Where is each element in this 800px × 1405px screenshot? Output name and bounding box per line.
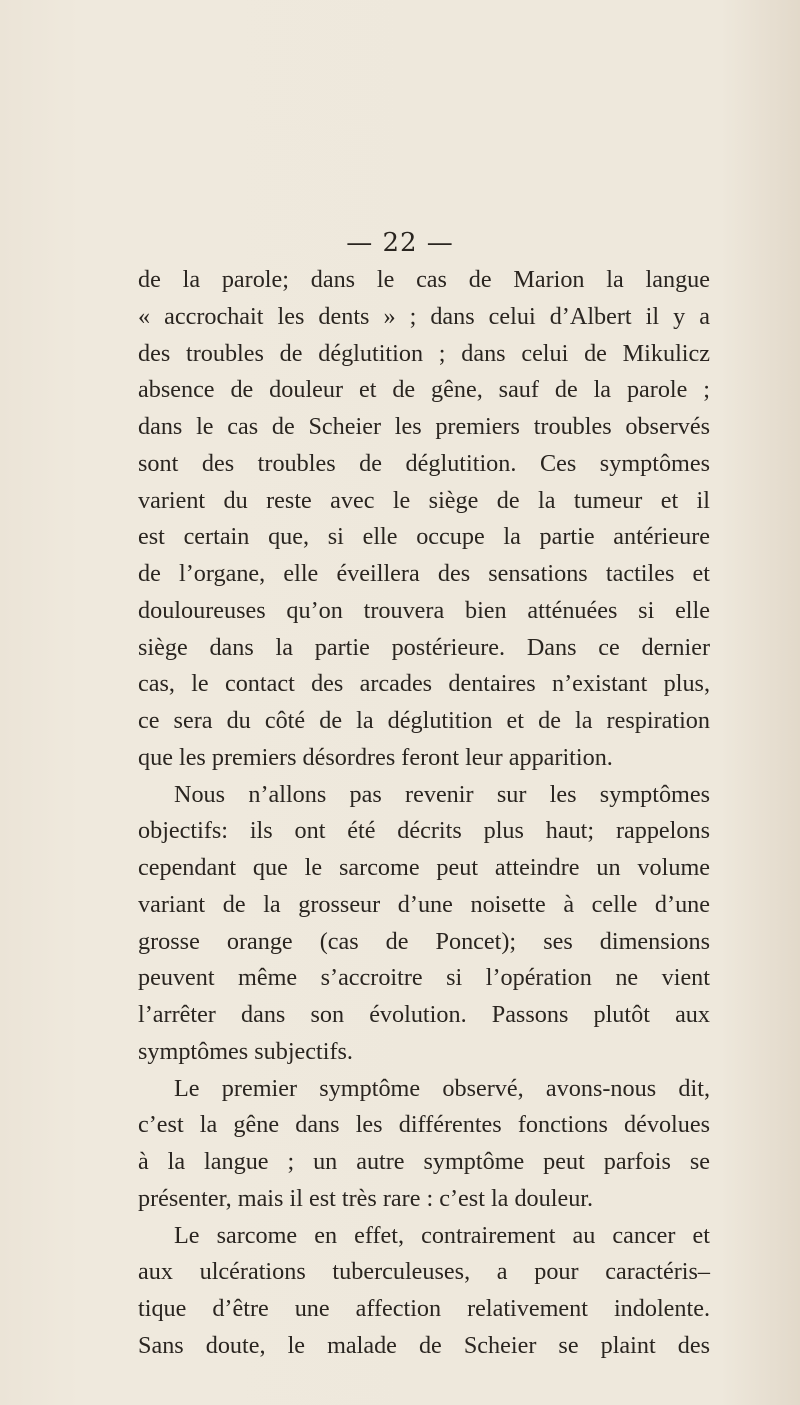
- text-line: siège dans la partie postérieure. Dans ce dernier: [138, 633, 710, 661]
- text-line: Le sarcome en effet, contrairement au cancer et: [174, 1221, 710, 1249]
- text-line: ce sera du côté de la déglutition et de la respiration: [138, 707, 710, 734]
- page-number: — 22 —: [346, 228, 454, 258]
- text-line: cependant que le sarcome peut atteindre un volume: [138, 854, 710, 881]
- text-line: à la langue ; un autre symptôme peut parfois se: [138, 1148, 710, 1175]
- body-text: [138, 262, 710, 1365]
- text-line: objectifs: ils ont été décrits plus haut; rappelons: [138, 817, 710, 845]
- text-line: absence de douleur et de gêne, sauf de la parole ;: [138, 376, 710, 404]
- text-line: Sans doute, le malade de Scheier se plaint des: [138, 1331, 710, 1359]
- text-line: Nous n’allons pas revenir sur les symptômes: [174, 780, 710, 808]
- text-line: varient du reste avec le siège de la tumeur et il: [138, 486, 710, 514]
- text-line: que les premiers désordres feront leur apparition.: [138, 743, 613, 771]
- text-line: c’est la gêne dans les différentes fonctions dévolues: [138, 1111, 710, 1139]
- text-line: des troubles de déglutition ; dans celui de Mikulicz: [138, 339, 710, 367]
- text-line: tique d’être une affection relativement indolente.: [138, 1295, 710, 1322]
- text-line: Le premier symptôme observé, avons-nous dit,: [174, 1074, 710, 1102]
- text-line: dans le cas de Scheier les premiers troubles observés: [138, 413, 710, 440]
- text-line: « accrochait les dents » ; dans celui d’Albert il y a: [138, 302, 710, 330]
- text-line: peuvent même s’accroitre si l’opération ne vient: [138, 964, 710, 992]
- text-line: grosse orange (cas de Poncet); ses dimensions: [138, 927, 710, 955]
- text-line: douloureuses qu’on trouvera bien atténuées si elle: [138, 596, 710, 624]
- text-line: présenter, mais il est très rare : c’est la douleur.: [138, 1184, 594, 1212]
- text-line: de la parole; dans le cas de Marion la langue: [138, 266, 710, 293]
- text-line: l’arrêter dans son évolution. Passons plutôt aux: [138, 1001, 710, 1028]
- text-line: cas, le contact des arcades dentaires n’existant plus,: [138, 670, 710, 698]
- text-line: symptômes subjectifs.: [138, 1037, 353, 1065]
- text-line: sont des troubles de déglutition. Ces symptômes: [138, 449, 710, 477]
- text-line: aux ulcérations tuberculeuses, a pour caractéris–: [138, 1258, 710, 1286]
- text-line: de l’organe, elle éveillera des sensations tactiles et: [138, 560, 710, 587]
- text-line: est certain que, si elle occupe la partie antérieure: [138, 523, 710, 551]
- text-line: variant de la grosseur d’une noisette à celle d’une: [138, 890, 710, 918]
